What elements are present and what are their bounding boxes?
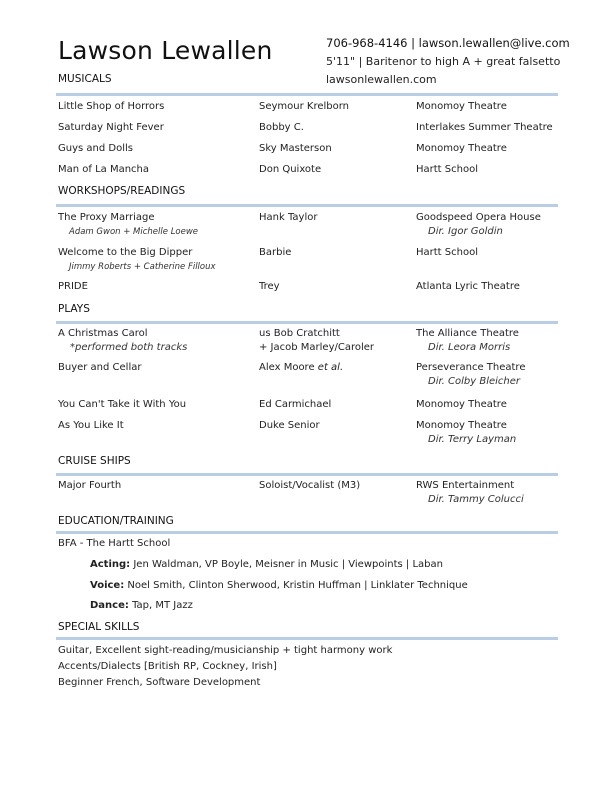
contact-line: 706-968-4146 | lawson.lewallen@live.com <box>326 36 570 50</box>
credit-note: *performed both tracks <box>70 342 188 353</box>
credit-director: Dir. Colby Bleicher <box>428 376 521 387</box>
credit-show: A Christmas Carol <box>58 328 148 339</box>
credit-venue: RWS Entertainment <box>416 480 515 491</box>
credit-director: Dir. Terry Layman <box>428 434 517 445</box>
degree: BFA - The Hartt School <box>58 538 171 549</box>
section-divider <box>56 204 558 207</box>
section-divider <box>56 637 558 640</box>
credit-writers: Jimmy Roberts + Catherine Filloux <box>69 262 216 272</box>
credit-director: Dir. Leora Morris <box>428 342 511 353</box>
section-title-cruise: CRUISE SHIPS <box>58 455 131 467</box>
credit-show: Little Shop of Horrors <box>58 101 165 112</box>
section-divider <box>56 531 558 534</box>
credit-show: As You Like It <box>58 420 124 431</box>
section-title-education: EDUCATION/TRAINING <box>58 515 174 527</box>
credit-show: PRIDE <box>58 281 88 292</box>
credit-director: Dir. Igor Goldin <box>428 226 503 237</box>
credit-role-name: Alex Moore <box>259 362 315 373</box>
credit-role: Sky Masterson <box>259 143 332 154</box>
skill-line: Guitar, Excellent sight-reading/musicianship + tight harmony work <box>58 645 393 656</box>
training-acting <box>90 559 443 570</box>
credit-show: You Can't Take it With You <box>58 399 187 410</box>
credit-show: Man of La Mancha <box>58 164 150 175</box>
website[interactable]: lawsonlewallen.com <box>326 73 437 86</box>
credit-director: Dir. Tammy Colucci <box>428 494 524 505</box>
credit-venue: Monomoy Theatre <box>416 101 507 112</box>
credit-role: Ed Carmichael <box>259 399 332 410</box>
credit-venue: Atlanta Lyric Theatre <box>416 281 520 292</box>
credit-role: Bobby C. <box>259 122 304 133</box>
credit-role-secondary: + Jacob Marley/Caroler <box>259 342 375 353</box>
credit-venue: Perseverance Theatre <box>416 362 526 373</box>
credit-role: Soloist/Vocalist (M3) <box>259 480 361 491</box>
training-dance <box>90 600 193 611</box>
credit-role: us Bob Cratchitt <box>259 328 340 339</box>
credit-venue: Monomoy Theatre <box>416 143 507 154</box>
training-value: Jen Waldman, VP Boyle, Meisner in Music | Viewpoints | Laban <box>133 559 443 570</box>
credit-venue: Interlakes Summer Theatre <box>416 122 553 133</box>
skill-line: Beginner French, Software Development <box>58 677 261 688</box>
training-label: Dance: <box>90 600 129 611</box>
section-title-workshops: WORKSHOPS/READINGS <box>58 185 186 197</box>
training-label: Voice: <box>90 580 125 591</box>
credit-venue: Monomoy Theatre <box>416 420 507 431</box>
section-title-musicals: MUSICALS <box>58 73 112 85</box>
resume-name: Lawson Lewallen <box>58 36 273 65</box>
credit-venue: Hartt School <box>416 164 478 175</box>
credit-venue: Hartt School <box>416 247 478 258</box>
section-title-plays: PLAYS <box>58 303 90 315</box>
section-divider <box>56 93 558 96</box>
section-title-skills: SPECIAL SKILLS <box>58 621 140 633</box>
credit-venue: The Alliance Theatre <box>416 328 519 339</box>
credit-role: Hank Taylor <box>259 212 318 223</box>
credit-role-suffix: et al. <box>317 362 344 373</box>
credit-show: Guys and Dolls <box>58 143 133 154</box>
credit-show: Major Fourth <box>58 480 122 491</box>
credit-venue: Monomoy Theatre <box>416 399 507 410</box>
credit-role: Trey <box>259 281 280 292</box>
credit-role: Barbie <box>259 247 292 258</box>
credit-show: Welcome to the Big Dipper <box>58 247 193 258</box>
credit-role: Don Quixote <box>259 164 322 175</box>
training-value: Noel Smith, Clinton Sherwood, Kristin Huffman | Linklater Technique <box>127 580 468 591</box>
credit-role <box>259 362 343 373</box>
credit-venue: Goodspeed Opera House <box>416 212 541 223</box>
credit-show: Buyer and Cellar <box>58 362 142 373</box>
credit-show: Saturday Night Fever <box>58 122 164 133</box>
section-divider <box>56 321 558 324</box>
training-voice <box>90 580 468 591</box>
voice-type: 5'11" | Baritenor to high A + great falsetto <box>326 55 561 68</box>
credit-show: The Proxy Marriage <box>58 212 155 223</box>
section-divider <box>56 473 558 476</box>
training-label: Acting: <box>90 559 131 570</box>
skill-line: Accents/Dialects [British RP, Cockney, Irish] <box>58 661 277 672</box>
credit-role: Duke Senior <box>259 420 320 431</box>
training-value: Tap, MT Jazz <box>132 600 193 611</box>
credit-writers: Adam Gwon + Michelle Loewe <box>69 227 199 237</box>
credit-role: Seymour Krelborn <box>259 101 350 112</box>
